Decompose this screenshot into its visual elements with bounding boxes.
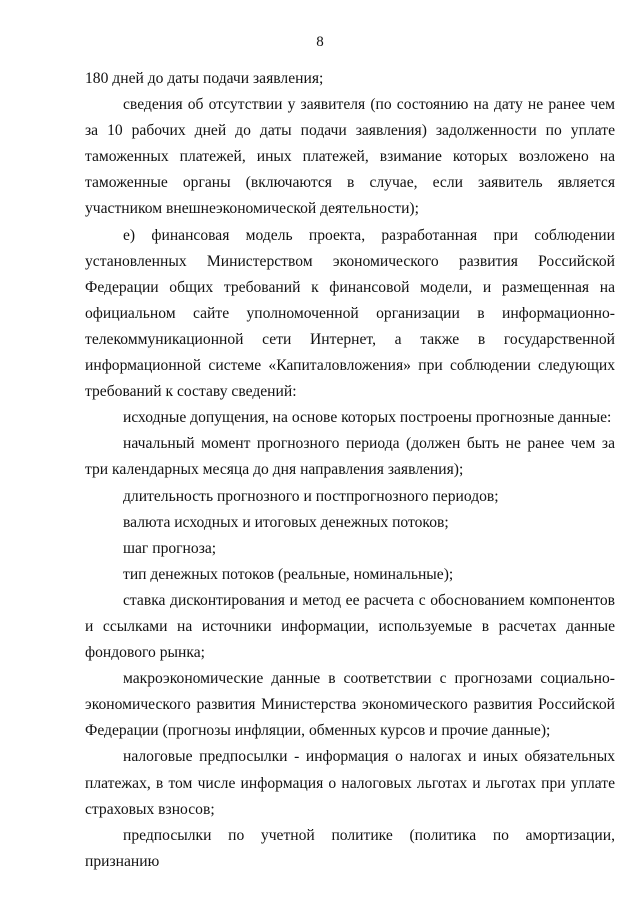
paragraph-continuation: 180 дней до даты подачи заявления; xyxy=(85,70,324,87)
page-number: 8 xyxy=(316,34,324,50)
paragraph-cashflow-type: тип денежных потоков (реальные, номинальные); xyxy=(123,565,454,583)
document-body xyxy=(85,66,615,875)
paragraph-currency: валюта исходных и итоговых денежных потоков; xyxy=(123,513,449,531)
paragraph-discount-rate: ставка дисконтирования и метод ее расчета с обоснованием компонентов и ссылками на источники информации, используемые в расчетах данные фондового рынка; xyxy=(85,591,615,662)
paragraph-macro-data: макроэкономические данные в соответствии с прогнозами социально-экономического развития Министерства экономического развития Российской Федерации (прогнозы инфляции, обменных курсов и прочие данные); xyxy=(85,670,615,740)
paragraph-forecast-duration: длительность прогнозного и постпрогнозного периодов; xyxy=(123,487,499,505)
paragraph-forecast-start: начальный момент прогнозного периода (должен быть не ранее чем за три календарных месяца до дня направления заявления); xyxy=(85,435,615,479)
paragraph-tax-assumptions: налоговые предпосылки - информация о налогах и иных обязательных платежах, в том числе информация о налоговых льготах и льготах при уплате страховых взносов; xyxy=(85,748,615,818)
paragraph-financial-model: е) финансовая модель проекта, разработанная при соблюдении установленных Министерством экономического развития Российской Федерации общих требований к финансовой модели, и размещенная на официальном сайте уполномоченной организации в информационно-телекоммуникационной сети Интернет, а также в государственной информационной системе «Капиталовложения» при соблюдении следующих требований к составу сведений: xyxy=(85,226,615,401)
paragraph-initial-assumptions: исходные допущения, на основе которых построены прогнозные данные: xyxy=(123,409,612,427)
paragraph-customs-debt: сведения об отсутствии у заявителя (по состоянию на дату не ранее чем за 10 рабочих дней до даты подачи заявления) задолженности по уплате таможенных платежей, иных платежей, взимание которых возложено на таможенные органы (включаются в случае, если заявитель является участником внешнеэкономической деятельности); xyxy=(85,96,615,218)
paragraph-forecast-step: шаг прогноза; xyxy=(123,539,217,557)
paragraph-accounting-policy: предпосылки по учетной политике (политика по амортизации, признанию xyxy=(85,826,615,870)
